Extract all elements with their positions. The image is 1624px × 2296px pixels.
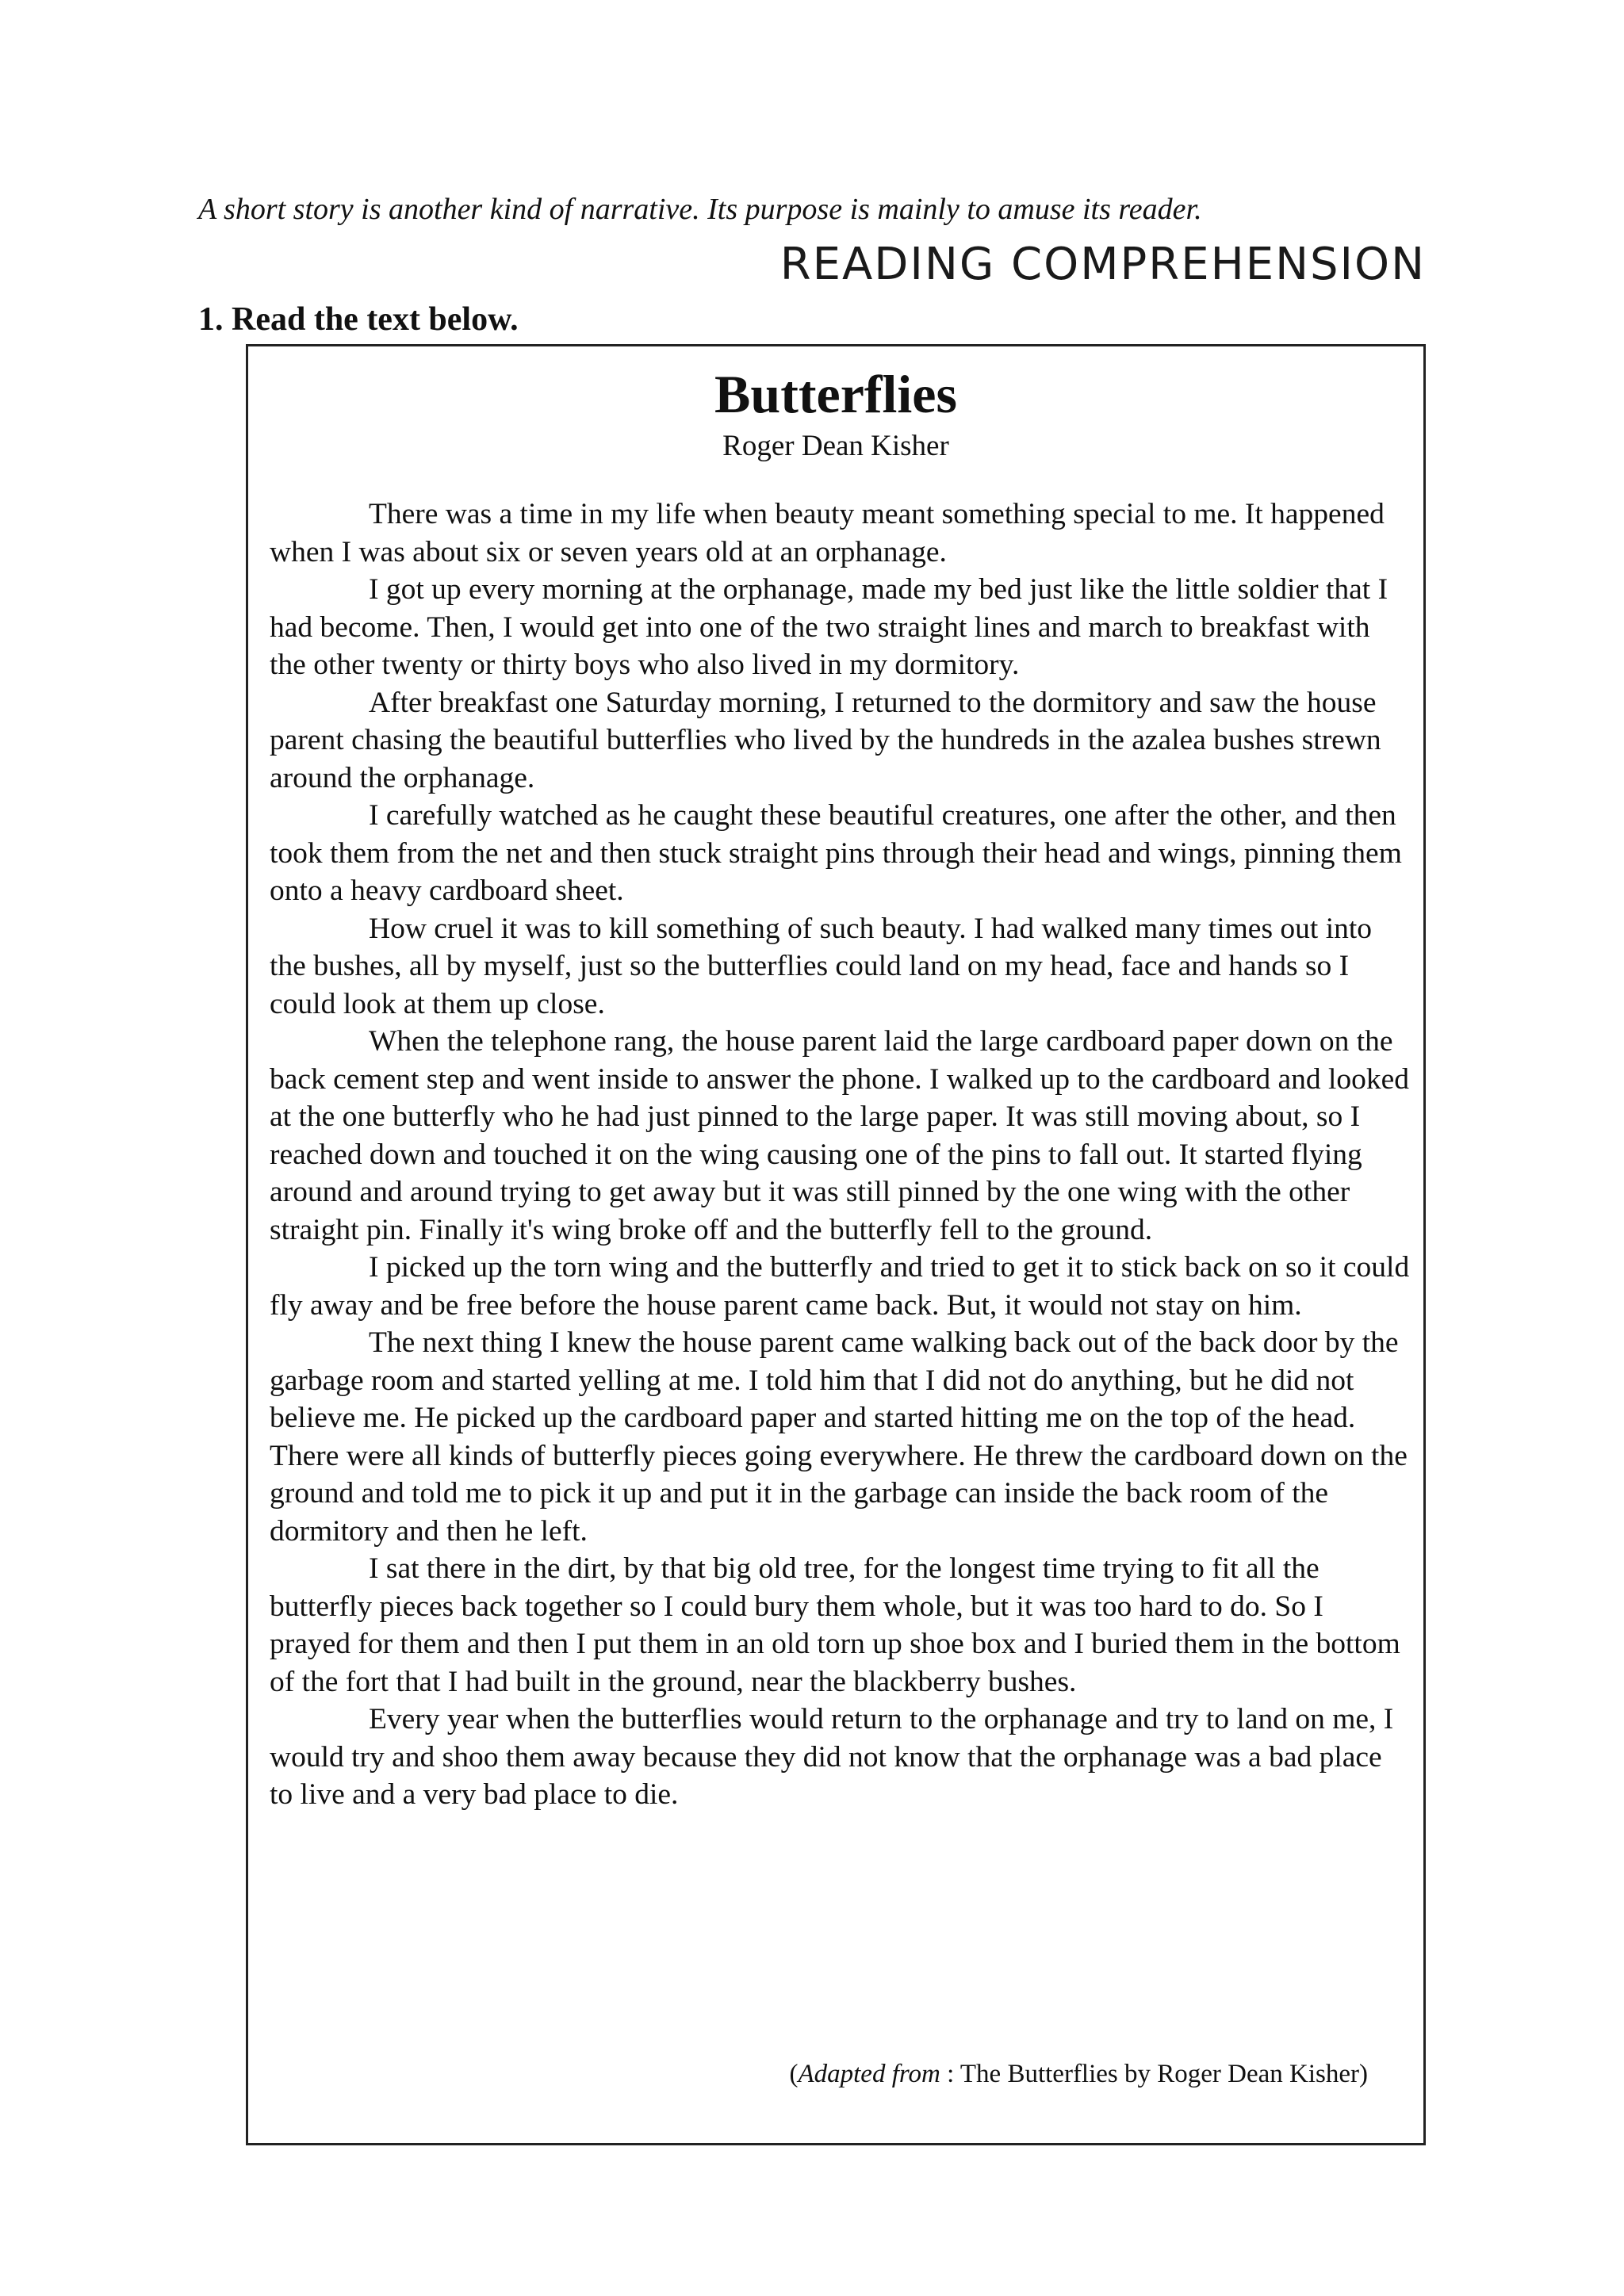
story-paragraph: When the telephone rang, the house parent laid the large cardboard paper down on the back cement step and went inside to answer the phone. I walked up to the cardboard and looked at the one butterfly who he had just pinned to the large paper. It was still moving about, so I reached down and touched it on the wing causing one of the pins to fall out. It started flying around and around trying to get away but it was still pinned by the one wing with the other straight pin. Finally it's wing broke off and the butterfly fell to the ground. (270, 1025, 1410, 1246)
instruction-heading: 1. Read the text below. (198, 301, 519, 338)
story-paragraph: After breakfast one Saturday morning, I returned to the dormitory and saw the house parent chasing the beautiful butterflies who lived by the hundreds in the azalea bushes strewn around the orphanage. (270, 686, 1381, 794)
story-paragraph: How cruel it was to kill something of such beauty. I had walked many times out into the bushes, all by myself, just so the butterflies could land on my head, face and hands so I could look at them up close. (270, 912, 1373, 1020)
citation-open-paren: ( (789, 2060, 799, 2088)
story-paragraph: I sat there in the dirt, by that big old tree, for the longest time trying to fit all the butterfly pieces back together so I could bury them whole, but it was too hard to do. So I prayed for them and then I put them in an old torn up shoe box and I buried them in the bottom of the fort that I had built in the ground, near the blackberry bushes. (270, 1552, 1400, 1698)
source-citation (789, 2059, 1368, 2091)
story-body (270, 496, 1411, 1814)
section-heading: READING COMPREHENSION (779, 239, 1426, 290)
story-paragraph: I got up every morning at the orphanage, made my bed just like the little soldier that I had become. Then, I would get into one of the two straight lines and march to breakfast with the other twenty or thirty boys who also lived in my dormitory. (270, 573, 1388, 681)
story-paragraph: Every year when the butterflies would return to the orphanage and try to land on me, I would try and shoo them away because they did not know that the orphanage was a bad place to live and a very bad place to die. (270, 1703, 1394, 1811)
story-paragraph: There was a time in my life when beauty meant something special to me. It happened when I was about six or seven years old at an orphanage. (270, 498, 1385, 568)
story-paragraph: I carefully watched as he caught these beautiful creatures, one after the other, and then took them from the net and then stuck straight pins through their head and wings, pinning them onto a heavy cardboard sheet. (270, 799, 1402, 907)
intro-text: A short story is another kind of narrative. Its purpose is mainly to amuse its reader. (198, 193, 1202, 226)
story-paragraph: The next thing I knew the house parent came walking back out of the back door by the garbage room and started yelling at me. I told him that I did not do anything, but he did not believe me. He picked up the cardboard paper and started hitting me on the top of the head. There were all kinds of butterfly pieces going everywhere. He threw the cardboard down on the ground and told me to pick it up and put it in the garbage can inside the back room of the dormitory and then he left. (270, 1326, 1408, 1548)
story-title: Butterflies (714, 364, 957, 424)
story-author: Roger Dean Kisher (722, 430, 949, 462)
story-box (246, 344, 1426, 2145)
story-paragraph: I picked up the torn wing and the butterfly and tried to get it to stick back on so it could fly away and be free before the house parent came back. But, it would not stay on him. (270, 1251, 1410, 1322)
citation-source: : The Butterflies by Roger Dean Kisher) (940, 2060, 1368, 2088)
citation-adapted-from: Adapted from (798, 2060, 940, 2088)
